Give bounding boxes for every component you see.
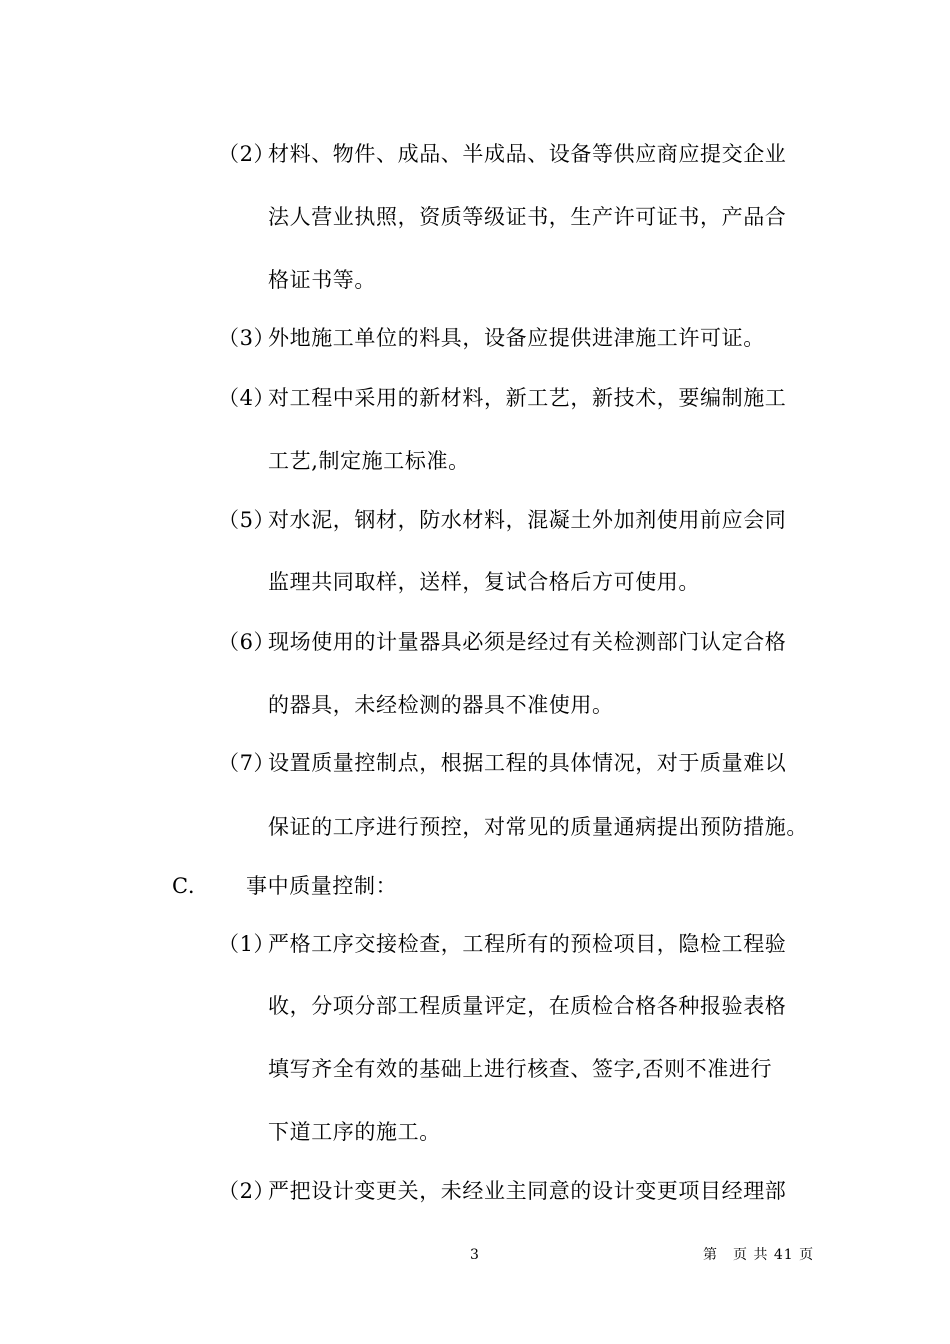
list-item-6-line-1 xyxy=(218,627,786,657)
section-heading xyxy=(172,871,397,901)
list-item-text: 外地施工单位的料具，设备应提供进津施工许可证。 xyxy=(268,326,765,350)
footer-page-number: 3 xyxy=(470,1247,479,1263)
list-item-7-line-1 xyxy=(218,748,786,778)
list-item-5-line-1 xyxy=(218,505,786,535)
list-item-2-line-2: 法人营业执照，资质等级证书，生产许可证书，产品合 xyxy=(268,205,787,229)
list-item-2-line-1 xyxy=(218,139,786,169)
list-item-text: 现场使用的计量器具必须是经过有关检测部门认定合格 xyxy=(268,630,787,654)
section-title: 事中质量控制： xyxy=(246,874,398,898)
list-item-7-line-2: 保证的工序进行预控，对常见的质量通病提出预防措施。 xyxy=(268,815,808,839)
list-item-text: 设置质量控制点，根据工程的具体情况，对于质量难以 xyxy=(268,751,787,775)
section-item-1-line-3: 填写齐全有效的基础上进行核查、签字,否则不准进行 xyxy=(268,1057,773,1081)
list-item-marker: （1） xyxy=(218,932,276,956)
list-item-marker: （3） xyxy=(218,326,276,350)
list-item-marker: （7） xyxy=(218,751,276,775)
list-item-marker: （4） xyxy=(218,386,276,410)
list-item-text: 严格工序交接检查，工程所有的预检项目，隐检工程验 xyxy=(268,932,787,956)
footer-page-total: 第 页 共 41 页 xyxy=(703,1247,815,1263)
list-item-4-line-1 xyxy=(218,383,786,413)
list-item-marker: （6） xyxy=(218,630,276,654)
section-item-1-line-1 xyxy=(218,929,786,959)
list-item-6-line-2: 的器具，未经检测的器具不准使用。 xyxy=(268,693,614,717)
section-item-1-line-2: 收，分项分部工程质量评定，在质检合格各种报验表格 xyxy=(268,994,787,1018)
list-item-marker: （2） xyxy=(218,142,276,166)
list-item-3-line-1 xyxy=(218,323,765,353)
list-item-marker: （5） xyxy=(218,508,276,532)
list-item-4-line-2: 工艺,制定施工标准。 xyxy=(268,449,470,473)
section-item-1-line-4: 下道工序的施工。 xyxy=(268,1120,441,1144)
list-item-text: 严把设计变更关，未经业主同意的设计变更项目经理部 xyxy=(268,1179,787,1203)
list-item-text: 材料、物件、成品、半成品、设备等供应商应提交企业 xyxy=(268,142,787,166)
section-marker: C. xyxy=(172,874,196,898)
list-item-text: 对水泥，钢材，防水材料，混凝土外加剂使用前应会同 xyxy=(268,508,787,532)
list-item-marker: （2） xyxy=(218,1179,276,1203)
section-item-2-line-1 xyxy=(218,1176,786,1206)
list-item-text: 对工程中采用的新材料，新工艺，新技术，要编制施工 xyxy=(268,386,787,410)
list-item-2-line-3: 格证书等。 xyxy=(268,268,376,292)
list-item-5-line-2: 监理共同取样，送样，复试合格后方可使用。 xyxy=(268,570,700,594)
